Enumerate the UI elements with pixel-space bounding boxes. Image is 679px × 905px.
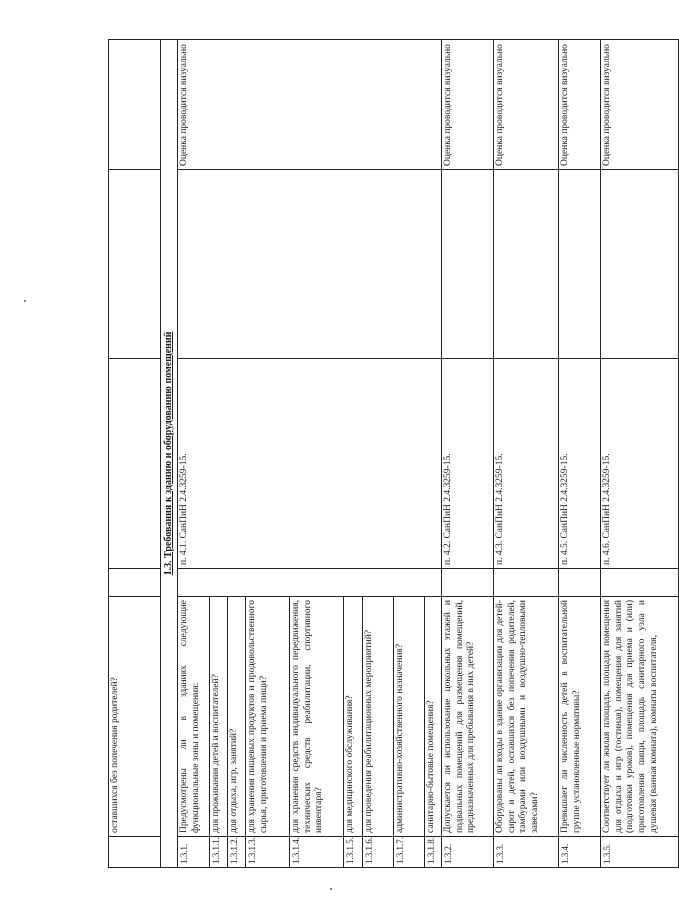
row-number: 1.3.5.	[601, 837, 679, 868]
row-number: 1.3.1.3.	[246, 837, 290, 868]
requirement-cell: п. 4.3. СанПиН 2.4.3259-15.	[494, 358, 559, 568]
requirement-cell: п. 4.5. СанПиН 2.4.3259-15.	[559, 358, 601, 568]
question-cell: Предусмотрены ли в зданиях следующие функциональные зоны и помещения:	[178, 596, 210, 836]
requirement-cell: п. 4.2. СанПиН 2.4.3259-15.	[442, 358, 494, 568]
question-cell: для медицинского обслуживания?	[344, 596, 363, 836]
assessment-cell: Оценка проводится визуально	[178, 39, 442, 169]
scan-speck	[24, 300, 26, 302]
empty-cell	[601, 169, 679, 358]
row-number	[109, 837, 161, 868]
assessment-cell: Оценка проводится визуально	[559, 39, 601, 169]
row-number: 1.3.4.	[559, 837, 601, 868]
row-number: 1.3.1.1.	[210, 837, 228, 868]
table-row	[559, 39, 601, 867]
question-cell: Соответствует ли жилая площадь, площади помещения для отдыха и игр (гостиная), помещения для занятий (подготовки уроков), помещения для приема и (или) приготовления пищи, площадь санитарного узла и душевая (ванная комната), комнаты воспитателя,	[601, 596, 679, 836]
requirements-table	[108, 39, 679, 868]
row-number: 1.3.1.7.	[394, 837, 425, 868]
section-header-row	[161, 39, 178, 867]
empty-cell	[442, 568, 494, 596]
question-cell: для проведения реабилитационных мероприятий?	[363, 596, 394, 836]
table-row	[601, 39, 679, 867]
empty-cell	[559, 169, 601, 358]
assessment-cell: Оценка проводится визуально	[494, 39, 559, 169]
requirement-cell: п. 4.6. СанПиН 2.4.3259-15.	[601, 358, 679, 568]
requirement-cell	[109, 358, 161, 568]
table-row	[109, 39, 161, 867]
question-cell: Допускается ли использование цокольных этажей и подвальных помещений для размещения помещений, предназначенных для пребывания в них детей?	[442, 596, 494, 836]
question-cell: для хранения средств индивидуального передвижения, технических средств реабилитации, спортивного инвентаря?	[290, 596, 344, 836]
table-row	[494, 39, 559, 867]
empty-cell	[178, 169, 442, 358]
question-cell: санитарно-бытовые помещения?	[425, 596, 442, 836]
row-number: 1.3.1.4.	[290, 837, 344, 868]
empty-cell	[601, 568, 679, 596]
empty-cell	[178, 568, 442, 596]
section-title: 1.3. Требования к зданию и оборудованию помещений	[161, 39, 178, 867]
empty-cell	[109, 169, 161, 358]
question-cell: оставшихся без попечения родителей?	[109, 596, 161, 836]
assessment-cell: Оценка проводится визуально	[442, 39, 494, 169]
question-cell: для проживания детей и воспитателей?	[210, 596, 228, 836]
table-row	[442, 39, 494, 867]
row-number: 1.3.1.6.	[363, 837, 394, 868]
row-number: 1.3.1.5.	[344, 837, 363, 868]
requirement-cell: п. 4.1. СанПиН 2.4.3259-15.	[178, 358, 442, 568]
question-cell: административно-хозяйственного назначения?	[394, 596, 425, 836]
scan-speck	[330, 888, 332, 890]
question-cell: Превышает ли численность детей в воспитательной группе установленные нормативы?	[559, 596, 601, 836]
empty-cell	[494, 169, 559, 358]
row-number: 1.3.1.2.	[228, 837, 246, 868]
assessment-cell	[109, 39, 161, 169]
rotated-table-block	[108, 40, 659, 868]
row-number: 1.3.1.8.	[425, 837, 442, 868]
question-cell: для отдыха, игр, занятий?	[228, 596, 246, 836]
empty-cell	[109, 568, 161, 596]
table-row	[178, 39, 210, 867]
question-cell: Оборудованы ли входы в здание организации для детей-сирот и детей, оставшихся без попечения родителей, тамбурами или воздушными и воздушно-тепловыми завесами?	[494, 596, 559, 836]
empty-cell	[442, 169, 494, 358]
empty-cell	[494, 568, 559, 596]
empty-cell	[559, 568, 601, 596]
row-number: 1.3.1.	[178, 837, 210, 868]
row-number: 1.3.2.	[442, 837, 494, 868]
assessment-cell: Оценка проводится визуально	[601, 39, 679, 169]
row-number: 1.3.3.	[494, 837, 559, 868]
question-cell: для хранения пищевых продуктов и продовольственного сырья, приготовления и приема пищи?	[246, 596, 290, 836]
